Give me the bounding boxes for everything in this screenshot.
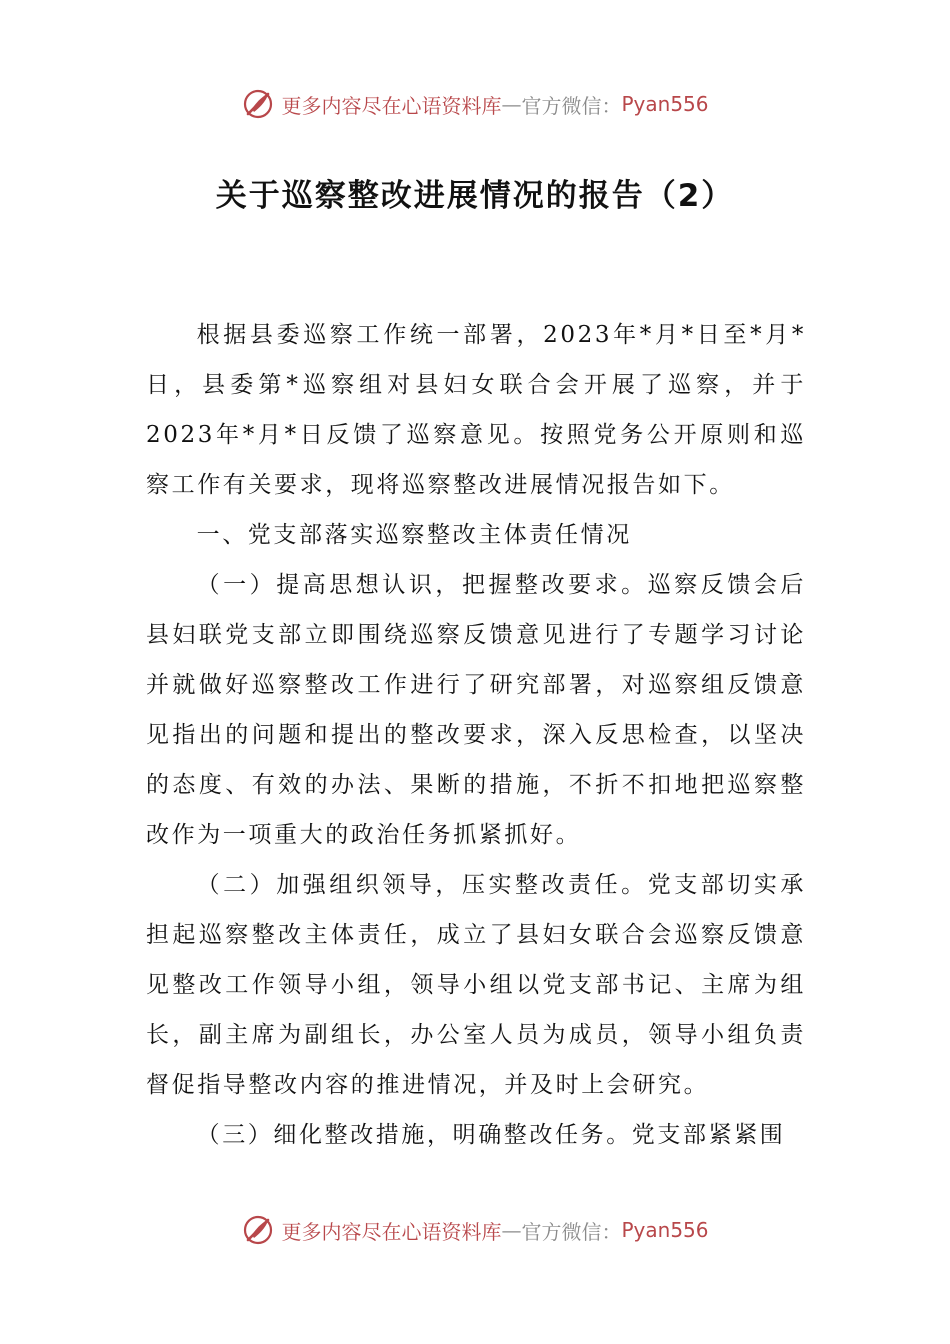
banner-handle: Pyan556 (621, 92, 709, 116)
quill-logo-icon (241, 87, 275, 121)
banner-main-text: 更多内容尽在心语资料库 (281, 93, 502, 118)
section-heading: 一、党支部落实巡察整改主体责任情况 (196, 522, 632, 548)
document-body (146, 310, 806, 1160)
document-title: 关于巡察整改进展情况的报告（2） (215, 178, 735, 214)
banner-main-text: 更多内容尽在心语资料库 (281, 1219, 502, 1244)
paragraph: 根据县委巡察工作统一部署，2023年*月*日至*月*日，县委第*巡察组对县妇女联合会开展了巡察，并于2023年*月*日反馈了巡察意见。按照党务公开原则和巡察工作有关要求，现将巡察整改进展情况报告如下。 (146, 322, 806, 498)
footer-banner (0, 1210, 950, 1250)
header-banner (0, 84, 950, 124)
quill-logo-icon (241, 1213, 275, 1247)
paragraph: （一）提高思想认识，把握整改要求。巡察反馈会后县妇联党支部立即围绕巡察反馈意见进行了专题学习讨论并就做好巡察整改工作进行了研究部署，对巡察组反馈意见指出的问题和提出的整改要求，深入反思检查，以坚决的态度、有效的办法、果断的措施，不折不扣地把巡察整改作为一项重大的政治任务抓紧抓好。 (146, 572, 806, 848)
banner-official-label: 官方微信： (521, 1219, 622, 1244)
banner-separator: — (501, 92, 522, 116)
banner-official-label: 官方微信： (521, 93, 622, 118)
paragraph: （二）加强组织领导，压实整改责任。党支部切实承担起巡察整改主体责任，成立了县妇女联合会巡察反馈意见整改工作领导小组，领导小组以党支部书记、主席为组长，副主席为副组长，办公室人员为成员，领导小组负责督促指导整改内容的推进情况，并及时上会研究。 (146, 872, 806, 1098)
paragraph: （三）细化整改措施，明确整改任务。党支部紧紧围 (196, 1122, 786, 1148)
banner-handle: Pyan556 (621, 1218, 709, 1242)
banner-separator: — (501, 1218, 522, 1242)
